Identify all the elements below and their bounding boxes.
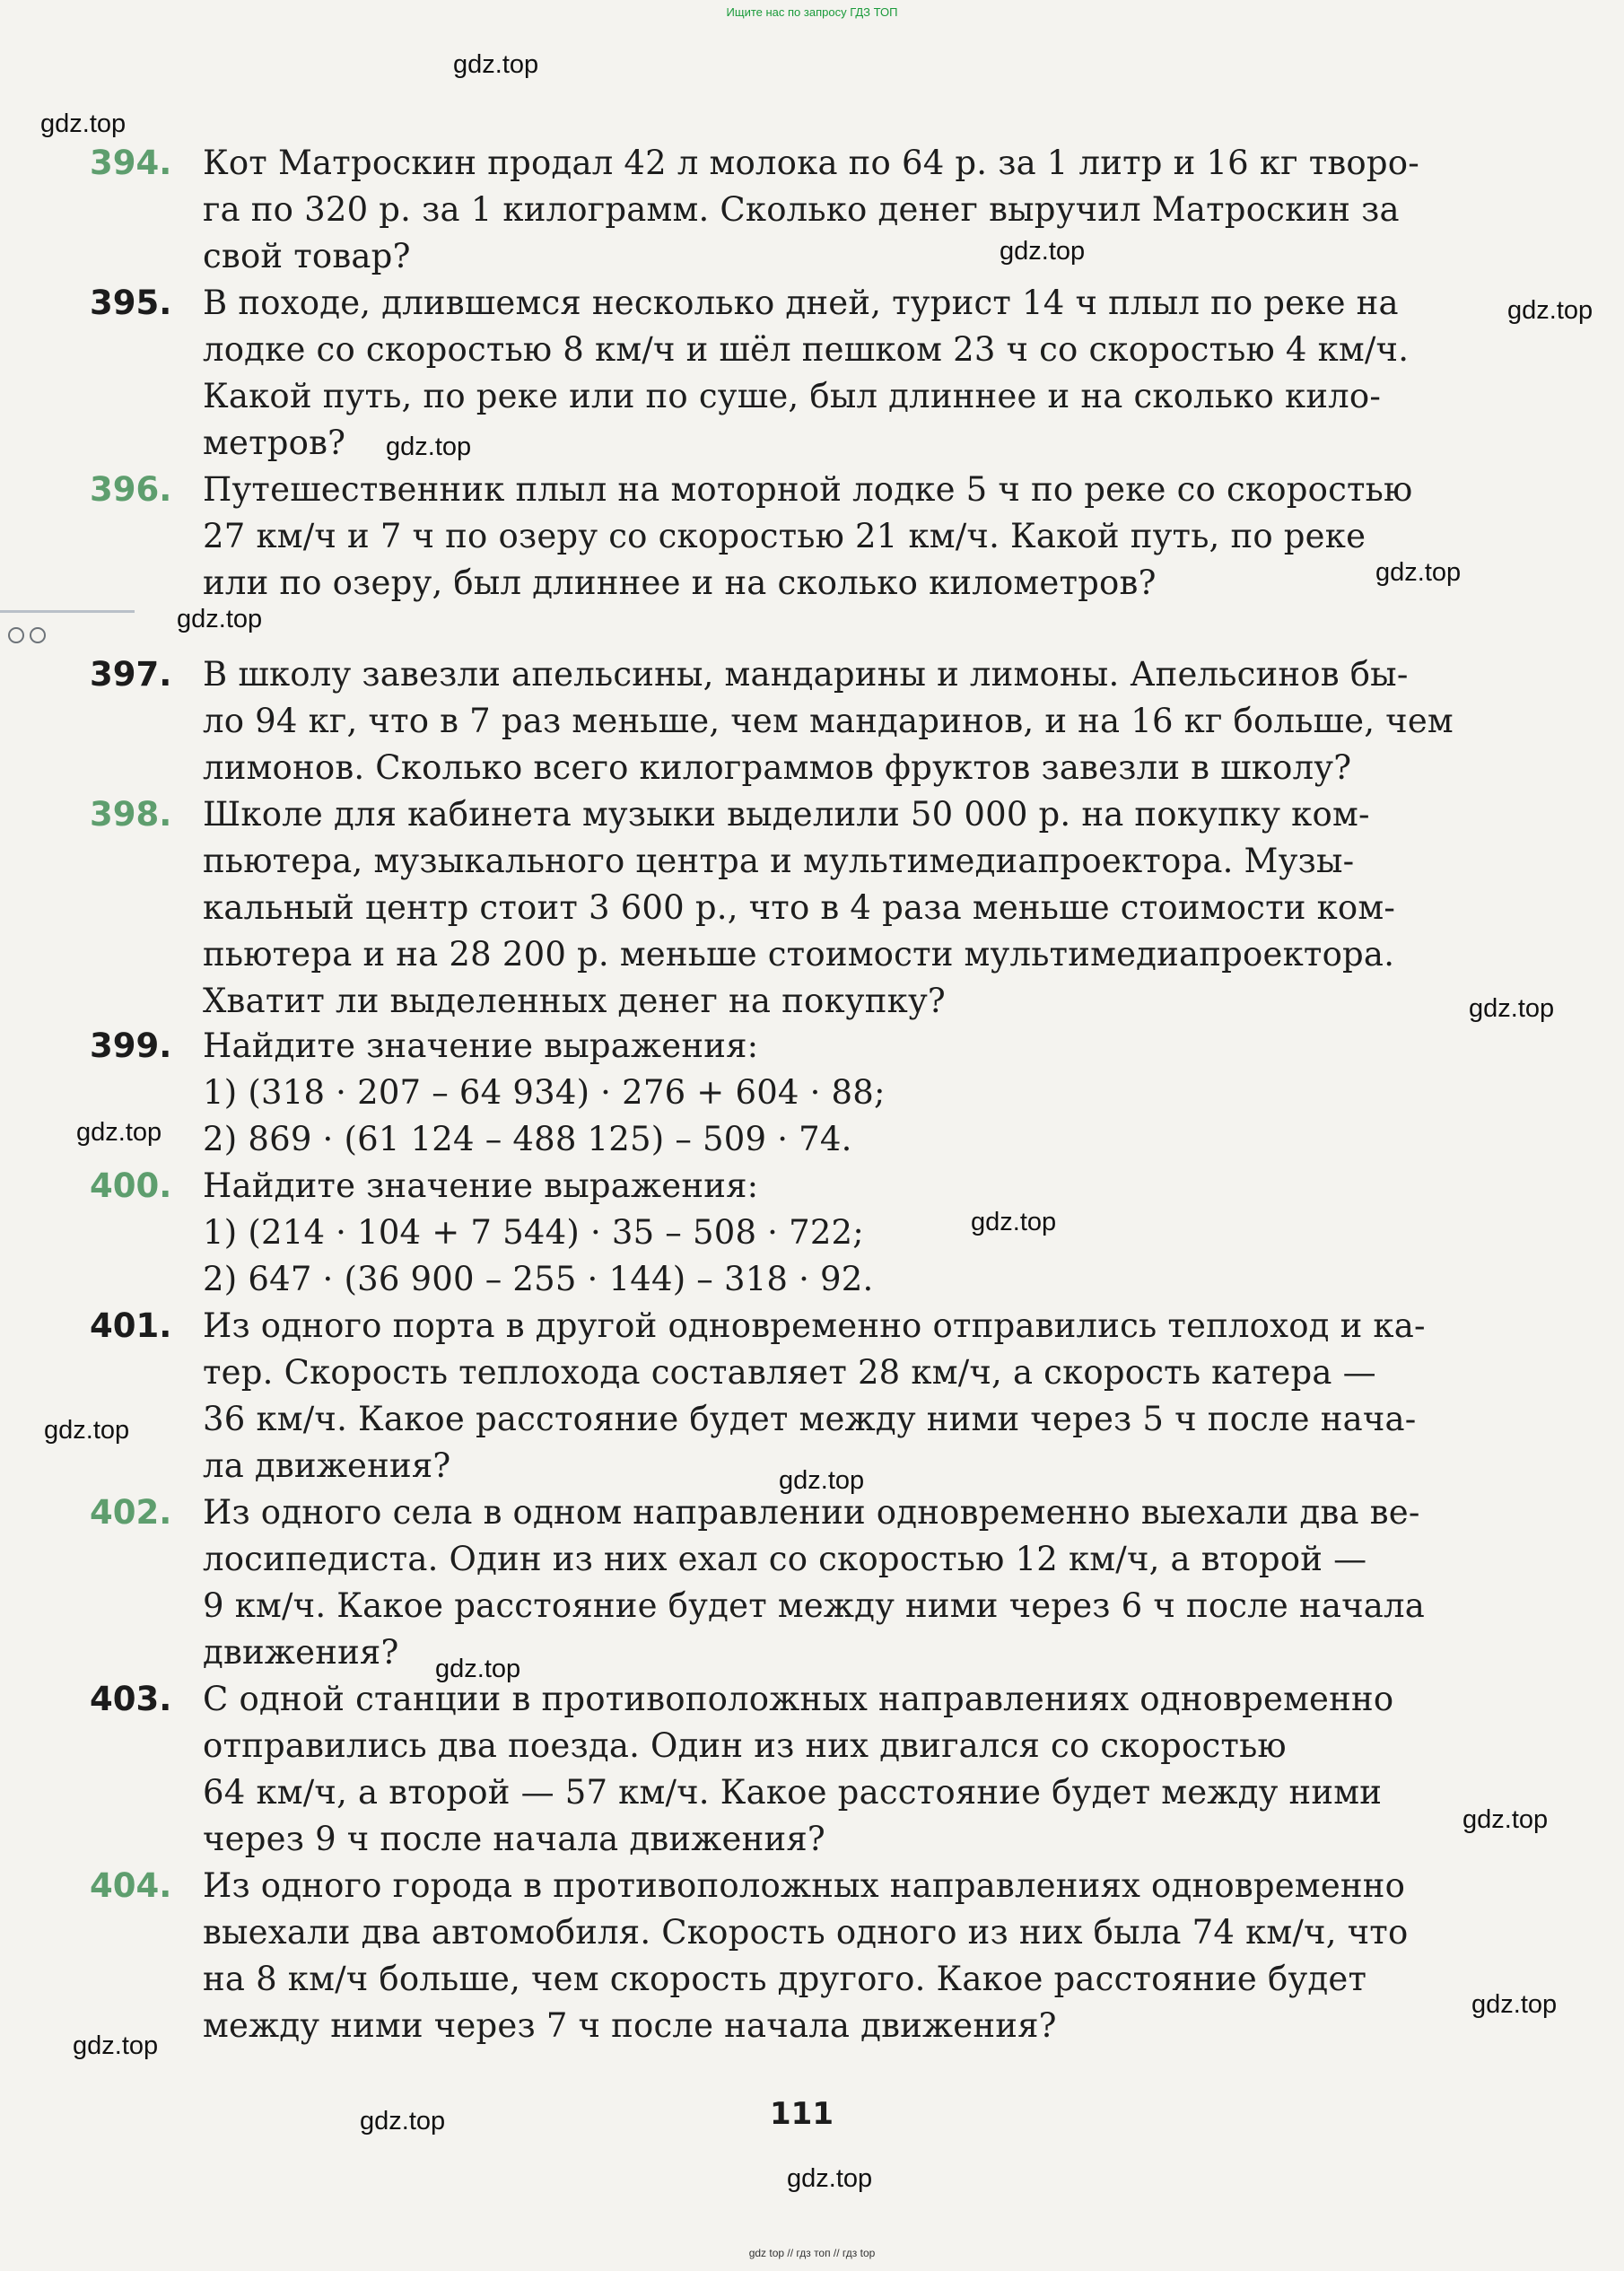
problem-text bbox=[203, 1023, 1507, 1163]
problem-404 bbox=[90, 1863, 1507, 2049]
problem-text bbox=[203, 467, 1507, 607]
problem-text bbox=[203, 791, 1507, 1025]
problem-line: 36 км/ч. Какое расстояние будет между ними через 5 ч после нача- bbox=[203, 1400, 1417, 1438]
problem-line: 9 км/ч. Какое расстояние будет между ними через 6 ч после начала bbox=[203, 1586, 1425, 1625]
page-number: 111 bbox=[770, 2096, 834, 2132]
watermark: gdz.top bbox=[73, 2031, 159, 2060]
top-banner: Ищите нас по запросу ГДЗ ТОП bbox=[726, 5, 898, 19]
problem-line: Из одного города в противоположных направлениях одновременно bbox=[203, 1866, 1406, 1905]
problem-number: 404. bbox=[90, 1866, 172, 1905]
problem-number: 397. bbox=[90, 655, 172, 694]
problem-line: пьютера, музыкального центра и мультимедиапроектора. Музы- bbox=[203, 842, 1355, 880]
problem-401 bbox=[90, 1303, 1507, 1489]
problem-line: отправились два поезда. Один из них двигался со скоростью bbox=[203, 1726, 1287, 1765]
problem-number: 402. bbox=[90, 1493, 172, 1532]
circle-icon bbox=[31, 628, 45, 642]
problem-text bbox=[203, 651, 1507, 791]
watermark: gdz.top bbox=[177, 605, 263, 633]
problem-400 bbox=[90, 1163, 1507, 1303]
problem-line: метров? bbox=[203, 424, 346, 462]
watermark: gdz.top bbox=[40, 109, 127, 138]
problem-line: лимонов. Сколько всего килограммов фруктов завезли в школу? bbox=[203, 748, 1352, 787]
expression-line: 1) (318 · 207 – 64 934) · 276 + 604 · 88; bbox=[203, 1073, 886, 1112]
problem-line: через 9 ч после начала движения? bbox=[203, 1820, 825, 1858]
problem-text bbox=[203, 1676, 1507, 1863]
problem-line: Школе для кабинета музыки выделили 50 000 р. на покупку ком- bbox=[203, 795, 1370, 834]
problem-text bbox=[203, 1303, 1507, 1489]
problem-line: между ними через 7 ч после начала движения? bbox=[203, 2006, 1057, 2045]
problem-394 bbox=[90, 140, 1507, 280]
watermark: gdz.top bbox=[1471, 1990, 1558, 2019]
watermark: gdz.top bbox=[360, 2107, 446, 2136]
problem-402 bbox=[90, 1489, 1507, 1676]
problem-number: 403. bbox=[90, 1680, 172, 1718]
problem-line: Из одного порта в другой одновременно отправились теплоход и ка- bbox=[203, 1306, 1426, 1345]
problem-number: 399. bbox=[90, 1026, 172, 1065]
problem-line: кальный центр стоит 3 600 р., что в 4 раза меньше стоимости ком- bbox=[203, 888, 1396, 927]
problem-text bbox=[203, 1163, 1507, 1303]
expression-line: 2) 647 · (36 900 – 255 · 144) – 318 · 92. bbox=[203, 1260, 874, 1298]
expression-line: 2) 869 · (61 124 – 488 125) – 509 · 74. bbox=[203, 1120, 852, 1158]
problem-line: свой товар? bbox=[203, 237, 411, 275]
problem-line: ла движения? bbox=[203, 1446, 451, 1485]
problem-line: лодке со скоростью 8 км/ч и шёл пешком 23 ч со скоростью 4 км/ч. bbox=[203, 330, 1410, 369]
circle-icon bbox=[9, 628, 23, 642]
watermark: gdz.top bbox=[435, 1655, 521, 1683]
bottom-banner: gdz top // гдз топ // гдз top bbox=[748, 2247, 876, 2259]
problem-397 bbox=[90, 651, 1507, 791]
problem-number: 398. bbox=[90, 795, 172, 834]
problem-line: В походе, длившемся несколько дней, турист 14 ч плыл по реке на bbox=[203, 284, 1399, 322]
problem-line: Путешественник плыл на моторной лодке 5 ч по реке со скоростью bbox=[203, 470, 1413, 509]
problem-399 bbox=[90, 1023, 1507, 1163]
margin-decoration bbox=[0, 607, 135, 651]
problem-395 bbox=[90, 280, 1507, 467]
watermark: gdz.top bbox=[787, 2164, 873, 2193]
problem-396 bbox=[90, 467, 1507, 607]
problem-text bbox=[203, 1863, 1507, 2049]
watermark: gdz.top bbox=[76, 1118, 162, 1147]
problem-line: 27 км/ч и 7 ч по озеру со скоростью 21 км/ч. Какой путь, по реке bbox=[203, 517, 1366, 555]
problem-line: тер. Скорость теплохода составляет 28 км/ч, а скорость катера — bbox=[203, 1353, 1376, 1392]
problem-line: или по озеру, был длиннее и на сколько километров? bbox=[203, 563, 1157, 602]
problem-line: Найдите значение выражения: bbox=[203, 1026, 759, 1065]
problem-line: С одной станции в противоположных направлениях одновременно bbox=[203, 1680, 1394, 1718]
watermark: gdz.top bbox=[1000, 237, 1086, 266]
problem-line: Кот Матроскин продал 42 л молока по 64 р. за 1 литр и 16 кг творо- bbox=[203, 144, 1419, 182]
problem-number: 395. bbox=[90, 284, 172, 322]
problem-403 bbox=[90, 1676, 1507, 1863]
problem-number: 396. bbox=[90, 470, 172, 509]
problem-line: выехали два автомобиля. Скорость одного из них была 74 км/ч, что bbox=[203, 1913, 1409, 1952]
problem-398 bbox=[90, 791, 1507, 1025]
problem-line: Какой путь, по реке или по суше, был длиннее и на сколько кило- bbox=[203, 377, 1382, 415]
problem-line: ло 94 кг, что в 7 раз меньше, чем мандаринов, и на 16 кг больше, чем bbox=[203, 702, 1454, 740]
problem-line: Найдите значение выражения: bbox=[203, 1166, 759, 1205]
problem-line: В школу завезли апельсины, мандарины и лимоны. Апельсинов бы- bbox=[203, 655, 1409, 694]
problem-line: пьютера и на 28 200 р. меньше стоимости мультимедиапроектора. bbox=[203, 935, 1395, 974]
watermark: gdz.top bbox=[386, 432, 472, 461]
watermark: gdz.top bbox=[1507, 296, 1593, 325]
watermark: gdz.top bbox=[1469, 994, 1555, 1023]
problem-number: 400. bbox=[90, 1166, 172, 1205]
watermark: gdz.top bbox=[453, 50, 539, 79]
problem-number: 394. bbox=[90, 144, 172, 182]
watermark: gdz.top bbox=[44, 1416, 130, 1445]
problem-text bbox=[203, 1489, 1507, 1676]
watermark: gdz.top bbox=[1462, 1805, 1549, 1834]
problem-line: на 8 км/ч больше, чем скорость другого. Какое расстояние будет bbox=[203, 1960, 1367, 1998]
watermark: gdz.top bbox=[971, 1208, 1057, 1236]
watermark: gdz.top bbox=[1375, 558, 1462, 587]
problem-line: лосипедиста. Один из них ехал со скоростью 12 км/ч, а второй — bbox=[203, 1540, 1367, 1578]
problem-line: движения? bbox=[203, 1633, 399, 1672]
problem-line: Из одного села в одном направлении одновременно выехали два ве- bbox=[203, 1493, 1420, 1532]
expression-line: 1) (214 · 104 + 7 544) · 35 – 508 · 722; bbox=[203, 1213, 864, 1252]
problem-line: га по 320 р. за 1 килограмм. Сколько денег выручил Матроскин за bbox=[203, 190, 1400, 229]
problem-number: 401. bbox=[90, 1306, 172, 1345]
problem-line: 64 км/ч, а второй — 57 км/ч. Какое расстояние будет между ними bbox=[203, 1773, 1383, 1812]
watermark: gdz.top bbox=[779, 1466, 865, 1495]
problem-text bbox=[203, 140, 1507, 280]
problem-line: Хватит ли выделенных денег на покупку? bbox=[203, 982, 946, 1020]
